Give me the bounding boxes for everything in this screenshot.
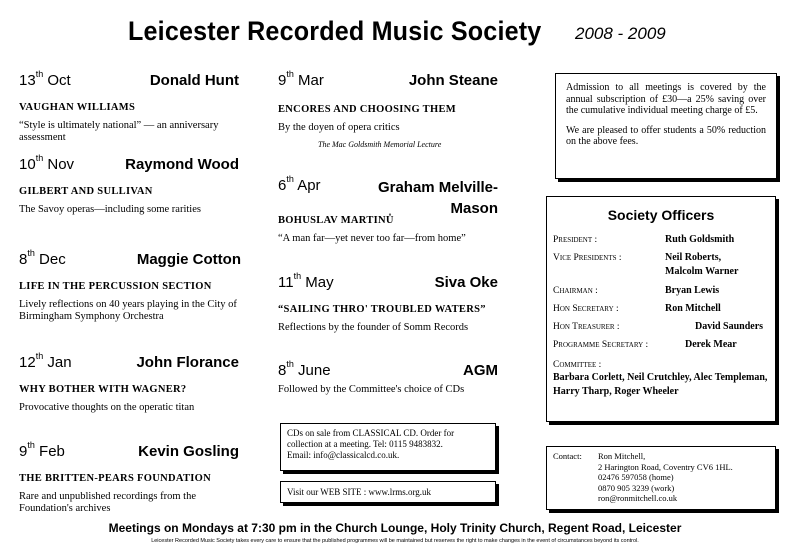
meeting-topic: THE BRITTEN-PEARS FOUNDATION xyxy=(19,473,211,484)
meeting-dec xyxy=(19,248,241,323)
cd-sales-box xyxy=(280,423,496,471)
meeting-date: 9th Mar xyxy=(278,69,324,89)
meeting-description: Rare and unpublished recordings from the Foundation's archives xyxy=(19,491,196,514)
meeting-description: The Savoy operas—including some rarities xyxy=(19,204,201,215)
contact-address: 2 Harington Road, Coventry CV6 1HL. xyxy=(598,461,733,472)
meeting-topic: “SAILING THRO' TROUBLED WATERS” xyxy=(278,304,486,315)
cd-sales-email: Email: info@classicalcd.co.uk. xyxy=(287,450,400,460)
officer-role: Hon Treasurer : xyxy=(553,322,620,332)
meeting-topic: ENCORES AND CHOOSING THEM xyxy=(278,104,456,115)
meeting-description: Followed by the Committee's choice of CDs xyxy=(278,384,465,395)
meeting-speaker: Donald Hunt xyxy=(149,72,239,89)
officer-row-secretary xyxy=(553,302,769,320)
meeting-speaker: John Steane xyxy=(408,72,498,89)
meeting-speaker: Kevin Gosling xyxy=(138,443,239,460)
meeting-speaker: Maggie Cotton xyxy=(136,251,241,268)
cd-sales-line: CDs on sale from CLASSICAL CD. Order for xyxy=(287,428,455,438)
meeting-mar xyxy=(278,69,498,149)
website-link[interactable]: Visit our WEB SITE : www.lrms.org.uk xyxy=(287,487,432,497)
officer-name: Neil Roberts, Malcolm Warner xyxy=(665,252,739,277)
officer-name: Bryan Lewis xyxy=(665,285,720,296)
officer-name: Ron Mitchell xyxy=(665,303,721,314)
meeting-topic: GILBERT AND SULLIVAN xyxy=(19,186,153,197)
meeting-note: The Mac Goldsmith Memorial Lecture xyxy=(318,140,442,149)
season-years: 2008 - 2009 xyxy=(575,24,666,43)
meeting-topic: BOHUSLAV MARTINŮ xyxy=(278,215,394,226)
officers-title: Society Officers xyxy=(607,207,715,223)
meeting-feb xyxy=(19,440,239,515)
disclaimer-line: Leicester Recorded Music Society takes every care to ensure that the published programmes will be maintained but reserves the right to make changes in the event of circumstances beyond its control. xyxy=(151,538,639,544)
meeting-speaker: AGM xyxy=(463,362,498,379)
meeting-speaker: Siva Oke xyxy=(434,274,498,291)
contact-box xyxy=(546,446,776,510)
student-discount-text: We are pleased to offer students a 50% reduction on the above fees. xyxy=(566,124,766,147)
contact-email[interactable]: ron@ronmitchell.co.uk xyxy=(598,493,678,503)
contact-label: Contact: xyxy=(553,451,582,461)
contact-details xyxy=(598,451,733,504)
meeting-topic: LIFE IN THE PERCUSSION SECTION xyxy=(19,281,212,292)
officer-name: Derek Mear xyxy=(685,339,737,350)
venue-line: Meetings on Mondays at 7:30 pm in the Church Lounge, Holy Trinity Church, Regent Road, Leicester xyxy=(108,521,682,535)
admission-text: Admission to all meetings is covered by the annual subscription of £30—a 25% saving over the cumulative individual meeting charge of £5. xyxy=(566,82,766,116)
website-box xyxy=(280,481,496,503)
meeting-apr xyxy=(278,174,498,245)
officers-box xyxy=(546,196,776,422)
meeting-date: 11th May xyxy=(278,271,334,291)
cd-sales-line: collection at a meeting. Tel: 0115 9483832. xyxy=(287,439,443,449)
officer-role: President : xyxy=(553,235,598,245)
officer-name: David Saunders xyxy=(695,321,764,332)
admission-box xyxy=(555,73,777,179)
officer-row-programme-secretary xyxy=(553,338,769,356)
officer-row-treasurer xyxy=(553,320,769,338)
meeting-nov xyxy=(19,153,239,216)
meeting-june xyxy=(278,359,498,396)
meeting-description: “A man far—yet never too far—from home” xyxy=(278,233,466,244)
meeting-speaker: Raymond Wood xyxy=(125,156,239,173)
officer-row-president xyxy=(553,233,769,251)
meeting-date: 10th Nov xyxy=(19,153,75,173)
meeting-date: 9th Feb xyxy=(19,440,65,460)
meeting-description: Reflections by the founder of Somm Records xyxy=(278,322,469,333)
meeting-speaker: Graham Melville-Mason xyxy=(377,179,498,217)
meeting-date: 12th Jan xyxy=(19,351,72,371)
meeting-oct xyxy=(19,69,239,144)
meeting-topic: VAUGHAN WILLIAMS xyxy=(19,102,136,113)
meeting-date: 13th Oct xyxy=(19,69,71,89)
contact-phone-work: 0870 905 3239 (work) xyxy=(598,482,675,493)
meeting-description: Lively reflections on 40 years playing in the City of Birmingham Symphony Orchestra xyxy=(19,299,237,322)
meeting-description: “Style is ultimately national” — an anniversary assessment xyxy=(19,120,219,143)
committee-names: Barbara Corlett, Neil Crutchley, Alec Templeman, Harry Tharp, Roger Wheeler xyxy=(553,372,768,397)
officer-role: Programme Secretary : xyxy=(553,340,649,350)
officer-row-vice-presidents xyxy=(553,251,769,284)
meeting-topic: WHY BOTHER WITH WAGNER? xyxy=(19,384,187,395)
meeting-may xyxy=(278,271,498,334)
meeting-date: 8th June xyxy=(278,359,331,379)
contact-name: Ron Mitchell, xyxy=(598,451,646,461)
contact-phone-home: 02476 597058 (home) xyxy=(598,472,674,482)
meeting-description: Provocative thoughts on the operatic titan xyxy=(19,402,195,413)
officer-name: Ruth Goldsmith xyxy=(665,234,735,245)
officer-role: Vice Presidents : xyxy=(553,253,622,263)
committee-role: Committee : xyxy=(553,360,602,370)
meeting-description: By the doyen of opera critics xyxy=(278,122,400,133)
meeting-date: 6th Apr xyxy=(278,174,321,194)
officer-role: Hon Secretary : xyxy=(553,304,619,314)
meeting-jan xyxy=(19,351,239,414)
officer-role: Chairman : xyxy=(553,286,598,296)
society-title: Leicester Recorded Music Society xyxy=(128,16,542,46)
officer-row-chairman xyxy=(553,284,769,302)
meeting-date: 8th Dec xyxy=(19,248,66,268)
meeting-speaker: John Florance xyxy=(136,354,239,371)
